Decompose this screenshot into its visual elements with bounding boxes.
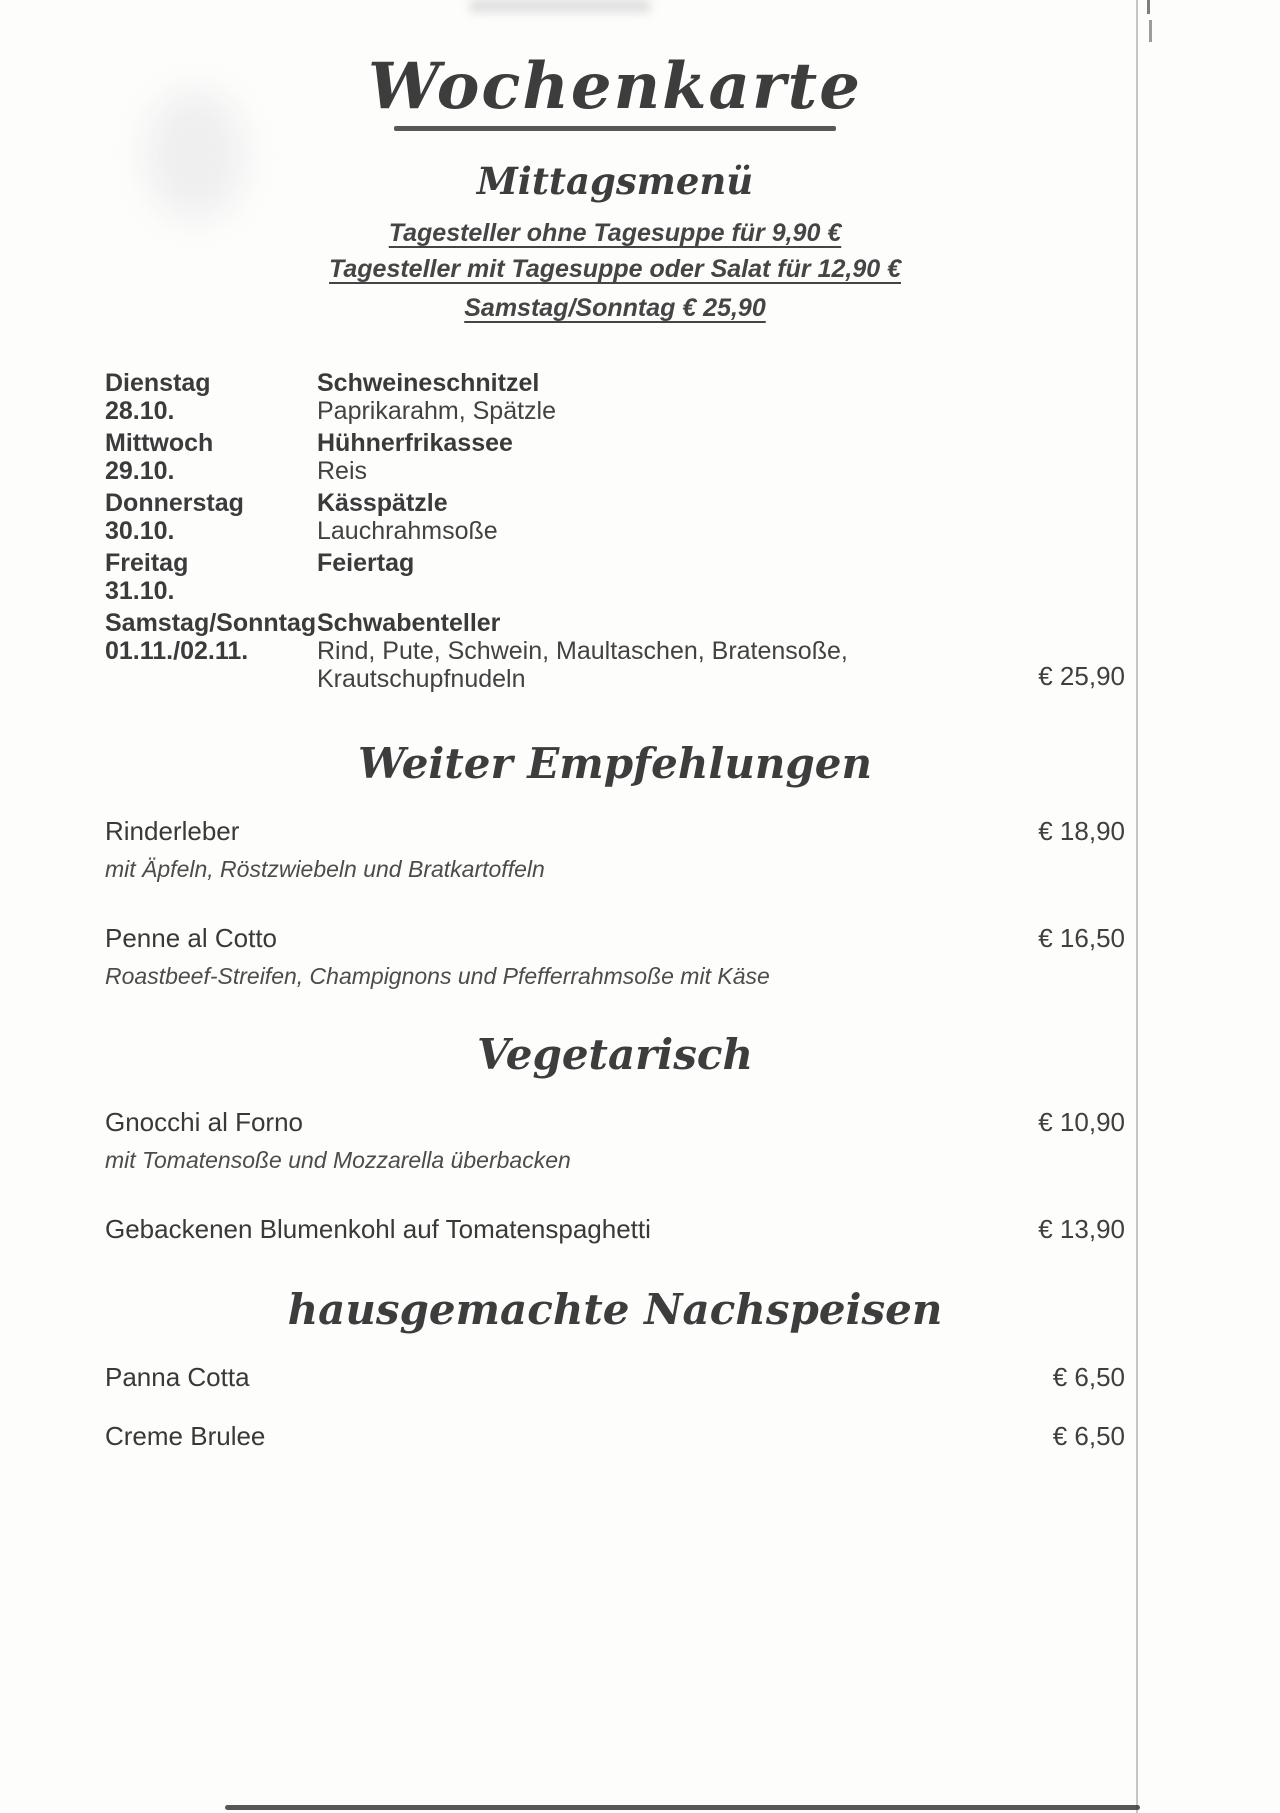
pricing-line-3: Samstag/Sonntag € 25,90 <box>464 294 766 323</box>
weekly-menu-table <box>105 369 1125 693</box>
item-name: Penne al Cotto <box>105 923 278 954</box>
scan-edge-mark-1 <box>1147 0 1150 14</box>
item-name: Rinderleber <box>105 816 240 847</box>
scan-edge-line <box>1136 0 1138 1813</box>
dish-name: Feiertag <box>317 549 415 578</box>
item-price: € 6,50 <box>1052 1421 1125 1452</box>
weekday-label: Freitag <box>105 549 189 578</box>
menu-item <box>105 1214 1125 1245</box>
section-heading-desserts: hausgemachte Nachspeisen <box>287 1285 943 1335</box>
item-name: Gnocchi al Forno <box>105 1107 303 1138</box>
weekday-date: 31.10. <box>105 577 175 606</box>
dish-price <box>985 424 1125 425</box>
dish-side <box>317 577 985 605</box>
item-price: € 13,90 <box>1038 1214 1125 1245</box>
dish-side: Lauchrahmsoße <box>317 517 498 546</box>
weekday-date: 28.10. <box>105 397 175 426</box>
scan-edge-mark-2 <box>1149 20 1152 42</box>
dish-name: Schwabenteller <box>317 609 501 638</box>
pricing-line-2: Tagesteller mit Tagesuppe oder Salat für 12,90 € <box>329 255 901 284</box>
lunch-menu-heading: Mittagsmenü <box>476 159 754 204</box>
item-price: € 10,90 <box>1038 1107 1125 1138</box>
scan-smudge-top <box>470 0 650 12</box>
dish-side: Reis <box>317 457 368 486</box>
weekday-label: Mittwoch <box>105 429 214 458</box>
weekday-date: 01.11./02.11. <box>105 637 249 666</box>
menu-item <box>105 1421 1125 1452</box>
menu-item <box>105 1107 1125 1174</box>
table-row <box>105 549 1125 605</box>
menu-item <box>105 1362 1125 1393</box>
dish-side: Paprikarahm, Spätzle <box>317 397 557 426</box>
weekday-label: Donnerstag <box>105 489 244 518</box>
title-underline <box>394 126 836 131</box>
menu-item <box>105 816 1125 883</box>
dish-price <box>985 604 1125 605</box>
item-price: € 16,50 <box>1038 923 1125 954</box>
item-name: Gebackenen Blumenkohl auf Tomatenspaghetti <box>105 1214 651 1245</box>
page-title: Wochenkarte <box>368 49 862 124</box>
weekday-date: 30.10. <box>105 517 175 546</box>
dish-price: € 25,90 <box>1038 661 1125 692</box>
section-heading-vegetarian: Vegetarisch <box>477 1030 753 1080</box>
scan-bottom-line <box>225 1805 1140 1810</box>
pricing-line-1: Tagesteller ohne Tagesuppe für 9,90 € <box>388 219 842 248</box>
section-heading-recommendations: Weiter Empfehlungen <box>357 739 873 789</box>
dish-price <box>985 484 1125 485</box>
dish-name: Schweineschnitzel <box>317 369 540 398</box>
weekday-label: Samstag/Sonntag <box>105 609 317 638</box>
table-row <box>105 369 1125 425</box>
weekday-label: Dienstag <box>105 369 211 398</box>
item-price: € 6,50 <box>1052 1362 1125 1393</box>
item-description: mit Äpfeln, Röstzwiebeln und Bratkartoffeln <box>105 856 545 883</box>
table-row <box>105 489 1125 545</box>
item-price: € 18,90 <box>1038 816 1125 847</box>
dish-name: Kässpätzle <box>317 489 448 518</box>
table-row <box>105 609 1125 693</box>
item-name: Panna Cotta <box>105 1362 250 1393</box>
item-description: mit Tomatensoße und Mozzarella überbacken <box>105 1147 571 1174</box>
dish-price <box>985 544 1125 545</box>
scan-smudge-left <box>145 90 245 220</box>
weekday-date: 29.10. <box>105 457 175 486</box>
item-description: Roastbeef-Streifen, Champignons und Pfefferrahmsoße mit Käse <box>105 963 770 990</box>
dish-side: Rind, Pute, Schwein, Maultaschen, Bratensoße, Krautschupfnudeln <box>317 637 848 694</box>
menu-item <box>105 923 1125 990</box>
pricing-info <box>105 219 1125 323</box>
dish-name: Hühnerfrikassee <box>317 429 513 458</box>
item-name: Creme Brulee <box>105 1421 266 1452</box>
table-row <box>105 429 1125 485</box>
